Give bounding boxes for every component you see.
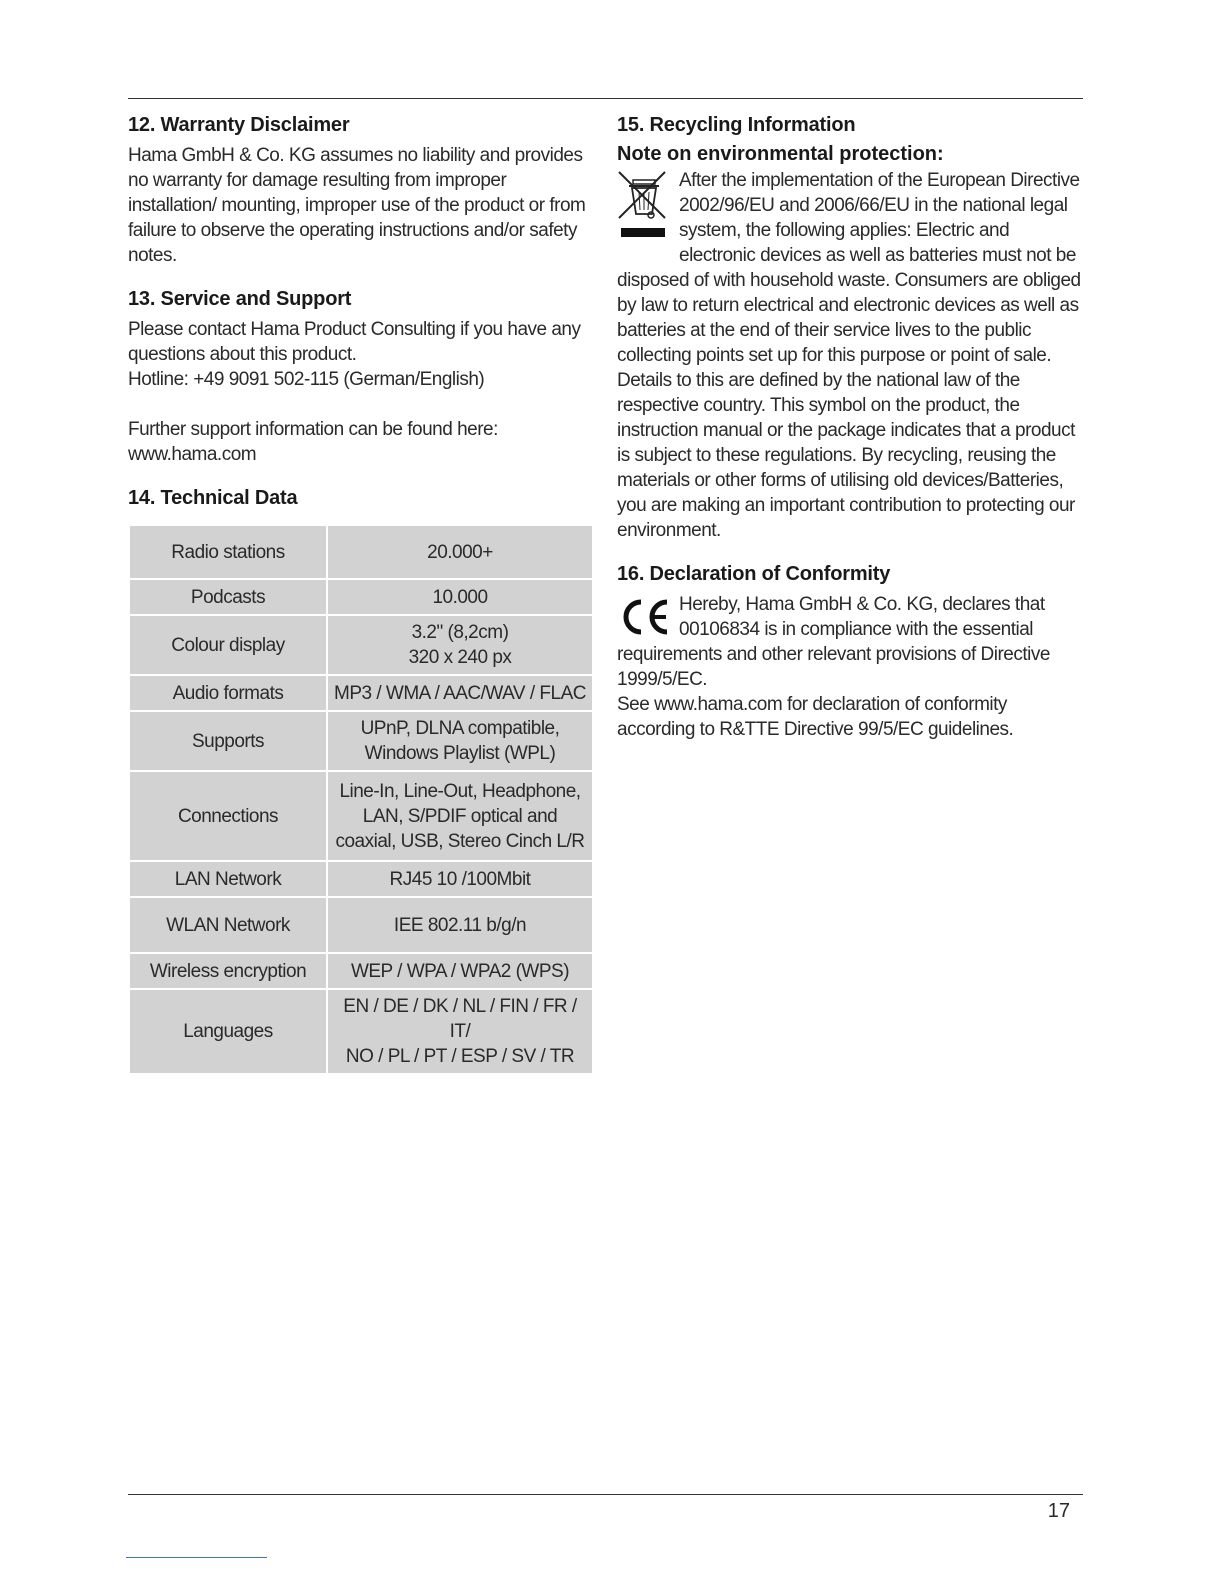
row-label: Radio stations	[129, 525, 327, 579]
table-row	[129, 897, 593, 953]
row-value	[327, 711, 593, 771]
recycling-subheading: Note on environmental protection:	[617, 143, 944, 165]
conformity-guidelines: See www.hama.com for declaration of conformity according to R&TTE Directive 99/5/EC guidelines.	[617, 694, 1014, 740]
technical-heading: 14. Technical Data	[128, 487, 298, 509]
recycling-section	[617, 114, 1085, 543]
row-value: 20.000+	[327, 525, 593, 579]
row-value: 10.000	[327, 579, 593, 615]
row-label: LAN Network	[129, 861, 327, 897]
row-value-line: Line-In, Line-Out, Headphone,	[339, 780, 581, 802]
row-label: Colour display	[129, 615, 327, 675]
row-value-line: UPnP, DLNA compatible,	[360, 718, 560, 739]
warranty-text: Hama GmbH & Co. KG assumes no liability and provides no warranty for damage resulting from improper installation/ mounting, improper use of the product or from failure to observe the operating instructions and/or safety notes.	[128, 145, 586, 266]
service-website-link[interactable]: www.hama.com	[128, 444, 257, 465]
recycling-text: After the implementation of the European Directive 2002/96/EU and 2006/66/EU in the national legal system, the following applies: Electric and electronic devices as well as batteries must not be disposed of with household waste. Consumers are obliged by law to return electrical and electronic devices as well as batteries at the end of their service lives to the public collecting points set up for this purpose or point of sale. Details to this are defined by the national law of the respective country. This symbol on the product, the instruction manual or the package indicates that a product is subject to these regulations. By recycling, reusing the materials or other forms of utilising old devices/Batteries, you are making an important contribution to protecting our environment.	[617, 170, 1081, 541]
row-value-line: 3.2" (8,2cm)	[411, 622, 509, 643]
technical-data-table	[128, 524, 594, 1075]
table-row	[129, 953, 593, 989]
weee-crossed-bin-icon	[617, 168, 679, 256]
row-value: WEP / WPA / WPA2 (WPS)	[327, 953, 593, 989]
service-heading: 13. Service and Support	[128, 288, 352, 310]
page-number: 17	[1047, 1500, 1070, 1522]
ce-mark-icon	[617, 592, 679, 642]
row-value	[327, 771, 593, 861]
row-value-line: coaxial, USB, Stereo Cinch L/R	[335, 830, 585, 852]
service-hotline: Hotline: +49 9091 502-115 (German/English)	[128, 369, 485, 390]
left-column	[128, 114, 596, 1095]
top-rule	[128, 98, 1083, 99]
conformity-heading: 16. Declaration of Conformity	[617, 563, 891, 585]
technical-section	[128, 487, 596, 1075]
row-value-line: NO / PL / PT / ESP / SV / TR	[345, 1046, 575, 1067]
link-underline	[126, 1557, 267, 1558]
conformity-text: Hereby, Hama GmbH & Co. KG, declares that 00106834 is in compliance with the essential requirements and other relevant provisions of Directive 1999/5/EC.	[617, 594, 1050, 690]
table-row	[129, 615, 593, 675]
warranty-section	[128, 114, 596, 268]
row-label: Podcasts	[129, 579, 327, 615]
row-value: RJ45 10 /100Mbit	[327, 861, 593, 897]
table-row	[129, 579, 593, 615]
row-label: Connections	[129, 771, 327, 861]
table-row	[129, 861, 593, 897]
recycling-heading: 15. Recycling Information	[617, 114, 856, 136]
table-row	[129, 525, 593, 579]
warranty-heading: 12. Warranty Disclaimer	[128, 114, 350, 136]
row-label: WLAN Network	[129, 897, 327, 953]
row-value	[327, 615, 593, 675]
row-value-line: 320 x 240 px	[408, 647, 512, 668]
row-value: IEE 802.11 b/g/n	[327, 897, 593, 953]
table-row	[129, 771, 593, 861]
row-label: Supports	[129, 711, 327, 771]
right-column	[617, 114, 1085, 762]
row-value-line: LAN, S/PDIF optical and	[362, 805, 558, 827]
table-row	[129, 675, 593, 711]
conformity-section	[617, 563, 1085, 742]
table-row	[129, 989, 593, 1074]
service-section	[128, 288, 596, 467]
service-further-info: Further support information can be found here:	[128, 419, 498, 440]
row-label: Audio formats	[129, 675, 327, 711]
row-value-line: EN / DE / DK / NL / FIN / FR / IT/	[343, 996, 577, 1042]
service-contact-text: Please contact Hama Product Consulting if you have any questions about this product.	[128, 319, 581, 365]
row-label: Wireless encryption	[129, 953, 327, 989]
table-row	[129, 711, 593, 771]
row-label: Languages	[129, 989, 327, 1074]
row-value	[327, 989, 593, 1074]
bottom-rule	[128, 1494, 1083, 1495]
row-value-line: Windows Playlist (WPL)	[364, 743, 556, 764]
row-value: MP3 / WMA / AAC/WAV / FLAC	[327, 675, 593, 711]
